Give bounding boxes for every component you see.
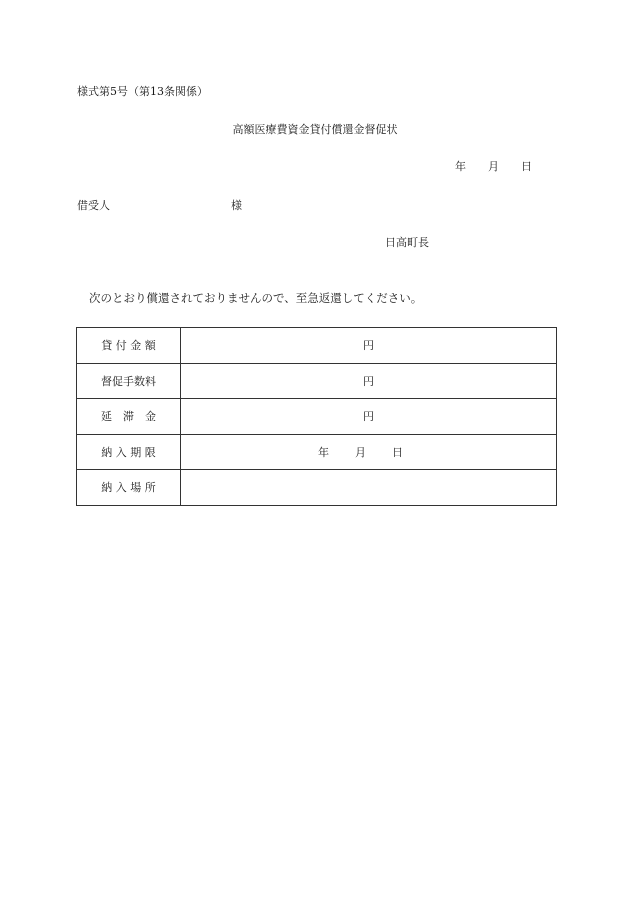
due-date-label: 納 入 期 限 [77, 434, 181, 470]
issue-date-line [455, 160, 532, 174]
due-date-value [181, 434, 557, 470]
table-row-late-charge [77, 399, 557, 435]
table-row-due-date [77, 434, 557, 470]
document-title: 高額医療費資金貸付償還金督促状 [232, 123, 398, 136]
loan-amount-value: 円 [181, 328, 557, 364]
loan-amount-label: 貸 付 金 額 [77, 328, 181, 364]
due-date-year-label: 年 [318, 445, 329, 459]
table-row-payment-place [77, 470, 557, 506]
payment-detail-table [76, 327, 557, 506]
issuer-name: 日高町長 [385, 236, 429, 249]
borrower-label: 借受人 [77, 199, 110, 212]
notice-message: 次のとおり償還されておりませんので、至急返還してください。 [89, 291, 423, 305]
payment-place-label: 納 入 場 所 [77, 470, 181, 506]
late-charge-label: 延 滞 金 [77, 399, 181, 435]
due-date-month-label: 月 [355, 445, 366, 459]
issue-date-year-label: 年 [455, 160, 466, 173]
reminder-fee-value: 円 [181, 363, 557, 399]
payment-place-value [181, 470, 557, 506]
form-number: 様式第5号（第13条関係） [77, 85, 208, 98]
issue-date-month-label: 月 [488, 160, 499, 173]
borrower-honorific: 様 [231, 199, 242, 212]
issue-date-day-label: 日 [521, 160, 532, 173]
reminder-fee-label: 督促手数料 [77, 363, 181, 399]
table-row-reminder-fee [77, 363, 557, 399]
late-charge-value: 円 [181, 399, 557, 435]
table-row-loan-amount [77, 328, 557, 364]
due-date-day-label: 日 [392, 445, 403, 459]
